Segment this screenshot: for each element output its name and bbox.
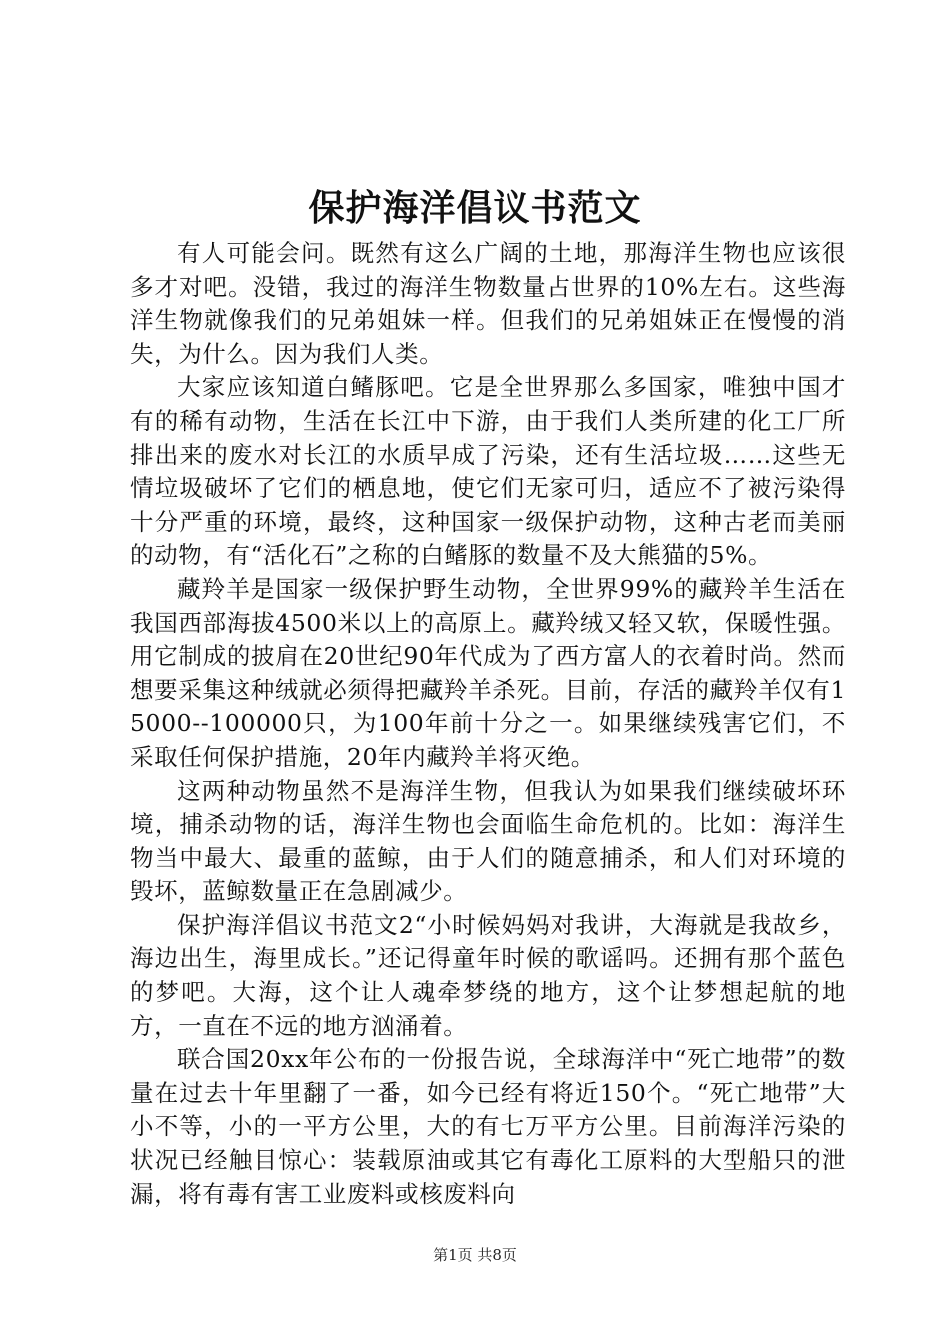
document-body [130,237,846,1211]
paragraph: 联合国20xx年公布的一份报告说，全球海洋中“死亡地带”的数量在过去十年里翻了一番，如今已经有将近150个。“死亡地带”大小不等，小的一平方公里，大的有七万平方公里。目前海洋污染的状况已经触目惊心：装载原油或其它有毒化工原料的大型船只的泄漏，将有毒有害工业废料或核废料向 [130,1045,846,1208]
document-title: 保护海洋倡议书范文 [308,187,642,229]
paragraph: 保护海洋倡议书范文2“小时候妈妈对我讲，大海就是我故乡，海边出生，海里成长。”还记得童年时候的歌谣吗。还拥有那个蓝色的梦吧。大海，这个让人魂牵梦绕的地方，这个让梦想起航的地方，一直在不远的地方汹涌着。 [130,910,846,1040]
paragraph: 大家应该知道白鳍豚吧。它是全世界那么多国家，唯独中国才有的稀有动物，生活在长江中下游，由于我们人类所建的化工厂所排出来的废水对长江的水质早成了污染，还有生活垃圾……这些无情垃圾破坏了它们的栖息地，使它们无家可归，适应不了被污染得十分严重的环境，最终，这种国家一级保护动物，这种古老而美丽的动物，有“活化石”之称的白鳍豚的数量不及大熊猫的5%。 [130,373,846,570]
page-footer: 第1页 共8页 [433,1246,517,1264]
paragraph: 有人可能会问。既然有这么广阔的土地，那海洋生物也应该很多才对吧。没错，我过的海洋生物数量占世界的10%左右。这些海洋生物就像我们的兄弟姐妹一样。但我们的兄弟姐妹正在慢慢的消失，为什么。因为我们人类。 [130,239,846,368]
paragraph: 藏羚羊是国家一级保护野生动物，全世界99%的藏羚羊生活在我国西部海拔4500米以上的高原上。藏羚绒又轻又软，保暖性强。用它制成的披肩在20世纪90年代成为了西方富人的衣着时尚。然而想要采集这种绒就必须得把藏羚羊杀死。目前，存活的藏羚羊仅有15000--100000只，为100年前十分之一。如果继续残害它们，不采取任何保护措施，20年内藏羚羊将灭绝。 [130,574,846,771]
paragraph: 这两种动物虽然不是海洋生物，但我认为如果我们继续破坏环境，捕杀动物的话，海洋生物也会面临生命危机的。比如：海洋生物当中最大、最重的蓝鲸，由于人们的随意捕杀，和人们对环境的毁坏，蓝鲸数量正在急剧减少。 [130,776,846,906]
